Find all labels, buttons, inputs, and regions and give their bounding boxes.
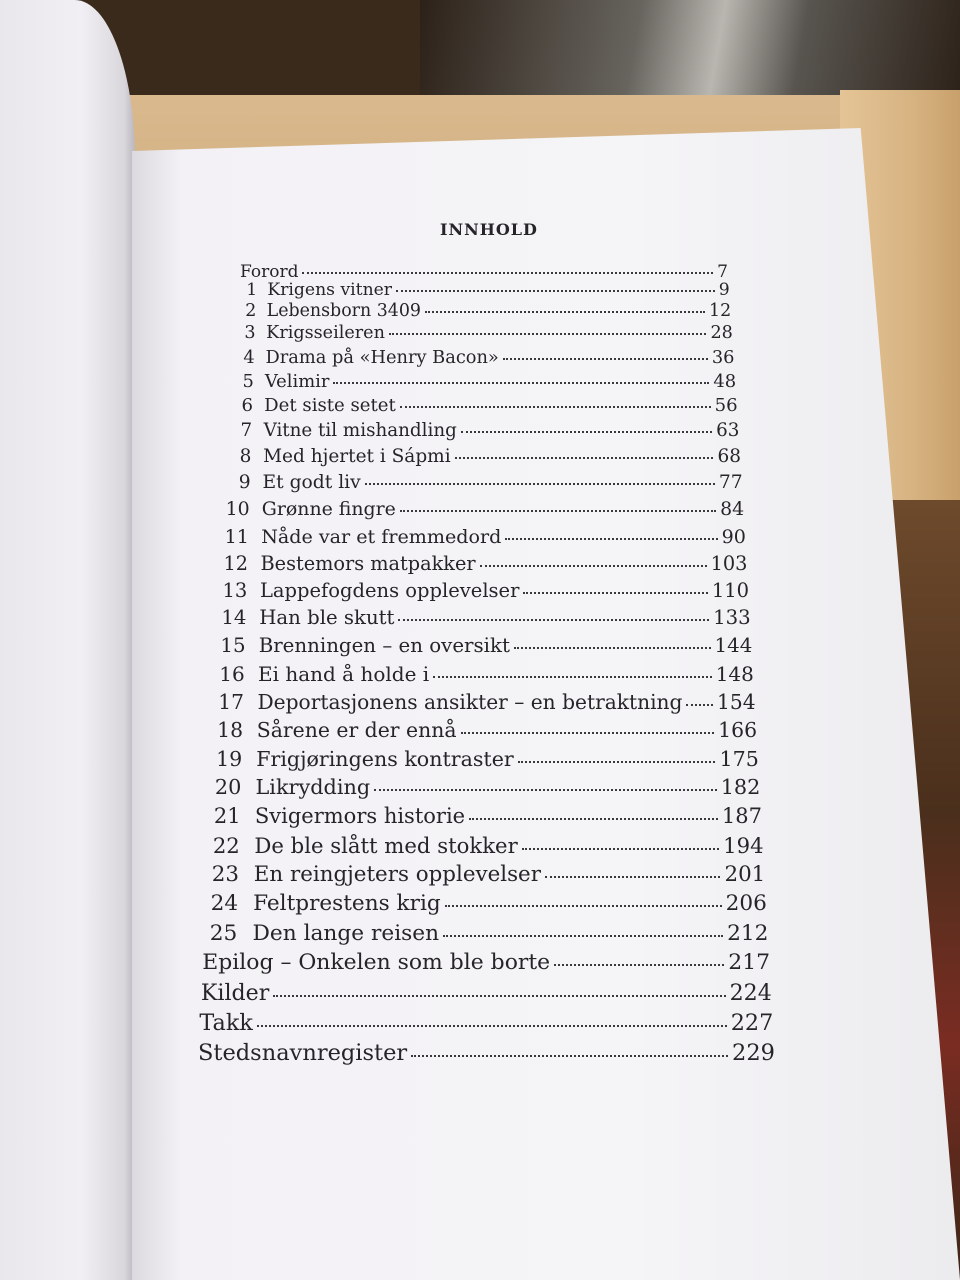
toc-entry-title: Epilog – Onkelen som ble borte — [202, 950, 551, 976]
toc-entry-title: Krigsseileren — [266, 323, 385, 344]
toc-entry — [233, 371, 736, 392]
toc-page-number: 36 — [711, 346, 735, 368]
toc-entry-title: Den lange reisen — [252, 920, 440, 946]
toc-entry — [237, 301, 731, 321]
toc-entry-title: Drama på «Henry Bacon» — [265, 346, 499, 368]
toc-chapter-number: 22 — [212, 833, 240, 858]
toc-page-number: 148 — [715, 661, 754, 686]
dot-leader — [398, 619, 709, 621]
toc-chapter-number: 4 — [243, 346, 255, 368]
dot-leader — [455, 457, 714, 459]
toc-entry — [236, 323, 733, 343]
toc-entry — [201, 980, 772, 1006]
toc-entry-title: Likrydding — [255, 775, 371, 800]
toc-entry — [211, 775, 760, 799]
toc-chapter-number: 23 — [211, 862, 239, 888]
toc-page-number: 28 — [710, 323, 733, 344]
toc-chapter-number: 6 — [241, 395, 253, 417]
toc-chapter-number: 8 — [239, 445, 252, 467]
dot-leader — [518, 761, 716, 763]
toc-page-number: 68 — [717, 445, 741, 467]
toc-entry — [207, 862, 766, 887]
toc-page-number: 12 — [709, 300, 732, 321]
dot-leader — [545, 876, 721, 878]
toc-chapter-number: 12 — [223, 551, 248, 575]
toc-entry-title: Nåde var et fremmedord — [261, 524, 502, 548]
dot-leader — [389, 333, 707, 335]
dot-leader — [505, 538, 717, 540]
toc-entry-title: Feltprestens krig — [253, 891, 441, 917]
toc-entry — [221, 579, 749, 602]
toc-page-number: 227 — [730, 1010, 774, 1036]
dot-leader — [554, 964, 724, 966]
toc-chapter-number: 25 — [209, 920, 238, 946]
toc-entry — [198, 1040, 775, 1066]
toc-chapter-number: 13 — [222, 578, 248, 602]
dot-leader — [443, 935, 723, 937]
dot-leader — [396, 290, 715, 292]
toc-chapter-number: 10 — [225, 498, 250, 521]
toc-page-number: 110 — [711, 578, 750, 602]
toc-chapter-number: 7 — [240, 420, 253, 442]
dot-leader — [480, 565, 707, 567]
dot-leader — [400, 510, 716, 512]
dot-leader — [374, 789, 716, 791]
toc-chapter-number: 3 — [244, 323, 256, 344]
dot-leader — [461, 431, 712, 433]
toc-entry-title: Brenningen – en oversikt — [258, 633, 510, 657]
toc-entry — [220, 606, 751, 629]
toc-entry — [228, 446, 741, 467]
dot-leader — [522, 848, 719, 850]
toc-entry-title: En reingjeters opplevelser — [253, 862, 541, 888]
toc-entry — [231, 395, 737, 416]
toc-entry-title: Med hjertet i Sápmi — [263, 445, 451, 467]
toc-entry-title: Det siste setet — [264, 395, 396, 417]
toc-page-number: 182 — [720, 775, 761, 800]
toc-entry — [213, 747, 759, 771]
toc-chapter-number: 5 — [242, 370, 254, 392]
toc-chapter-number: 21 — [213, 804, 241, 828]
toc-page-number: 63 — [716, 420, 740, 442]
toc-entry-title: Svigermors historie — [254, 804, 466, 828]
toc-heading: INNHOLD — [440, 220, 538, 239]
toc-page-number: 166 — [718, 718, 758, 742]
dot-leader — [469, 818, 718, 820]
toc-page-number: 194 — [723, 833, 764, 858]
toc-page-number: 206 — [725, 891, 767, 917]
toc-entry-title: Frigjøringens kontraster — [256, 746, 514, 771]
toc-entry — [214, 718, 757, 742]
toc-chapter-number: 24 — [210, 891, 239, 917]
dot-leader — [257, 1025, 727, 1027]
toc-page-number: 48 — [713, 370, 737, 392]
toc-page-number: 90 — [721, 524, 746, 548]
toc-page-number: 187 — [721, 804, 762, 828]
toc-entry-title: Bestemors matpakker — [260, 551, 476, 575]
toc-chapter-number: 1 — [246, 279, 258, 300]
toc-page-number: 154 — [717, 689, 756, 714]
dot-leader — [425, 311, 705, 313]
dot-leader — [445, 905, 722, 907]
toc-page-number: 84 — [720, 498, 745, 521]
toc-entry — [205, 891, 767, 916]
toc-entry-title: Velimir — [264, 370, 330, 392]
toc-entry — [217, 662, 754, 686]
toc-page-number: 144 — [714, 633, 753, 657]
toc-page-number: 103 — [710, 551, 748, 575]
toc-chapter-number: 11 — [224, 524, 249, 548]
dot-leader — [461, 732, 715, 734]
toc-entry-title: Vitne til mishandling — [263, 420, 457, 442]
toc-page-number: 217 — [728, 950, 771, 976]
toc-entry-title: Forord — [240, 262, 299, 282]
toc-entry-title: Lebensborn 3409 — [266, 300, 421, 321]
toc-chapter-number: 18 — [217, 718, 244, 742]
toc-chapter-number: 19 — [216, 746, 243, 771]
toc-chapter-number: 15 — [220, 633, 246, 657]
toc-entry — [204, 921, 769, 946]
toc-page-number: 7 — [717, 262, 728, 282]
toc-entry-title: Et godt liv — [262, 471, 361, 493]
toc-entry — [208, 833, 764, 858]
toc-entry-title: Han ble skutt — [259, 606, 395, 630]
toc-entry — [226, 498, 745, 520]
toc-entry — [202, 950, 770, 975]
toc-chapter-number: 20 — [214, 775, 242, 800]
toc-page-number: 56 — [714, 395, 738, 417]
dot-leader — [433, 676, 712, 678]
dot-leader — [273, 995, 725, 997]
toc-entry-title: Stedsnavnregister — [198, 1040, 408, 1066]
toc-entry — [218, 634, 752, 657]
toc-page-number: 133 — [713, 606, 751, 630]
toc-page-number: 175 — [719, 746, 759, 771]
toc-page-number: 77 — [718, 471, 743, 493]
dot-leader — [411, 1055, 728, 1057]
toc-entry — [223, 552, 748, 575]
toc-entry — [224, 525, 746, 548]
toc-page-number: 224 — [729, 980, 772, 1007]
toc-chapter-number: 14 — [221, 606, 247, 630]
toc-entry — [199, 1010, 773, 1036]
dot-leader — [523, 592, 707, 594]
toc-entry-title: Sårene er der ennå — [256, 718, 457, 742]
toc-page-number: 201 — [724, 862, 766, 888]
toc-entry — [210, 804, 762, 828]
toc-page-number: 212 — [727, 920, 769, 946]
toc-entry — [227, 472, 743, 493]
dot-leader — [503, 358, 708, 360]
toc-entry-title: De ble slått med stokker — [254, 833, 518, 858]
dot-leader — [514, 647, 711, 649]
toc-entry — [230, 420, 740, 441]
toc-page-number: 229 — [732, 1040, 775, 1066]
dot-leader — [365, 483, 715, 485]
toc-entry-title: Lappefogdens opplevelser — [259, 578, 520, 602]
toc-entry-title: Grønne fingre — [261, 498, 396, 521]
dot-leader — [686, 704, 713, 706]
toc-entry-title: Kilder — [200, 980, 270, 1007]
toc-chapter-number: 9 — [238, 471, 251, 493]
toc-entry — [215, 690, 755, 714]
toc-page-number: 9 — [718, 279, 730, 300]
toc-chapter-number: 17 — [218, 689, 244, 714]
toc-entry — [234, 347, 734, 368]
toc-entry-title: Deportasjonens ansikter – en betraktning — [257, 689, 683, 714]
toc-entry-title: Takk — [199, 1010, 253, 1036]
toc-entry-title: Ei hand å holde i — [257, 661, 430, 686]
toc-entry — [239, 280, 730, 300]
dot-leader — [302, 272, 713, 274]
toc-chapter-number: 16 — [219, 661, 245, 686]
toc-chapter-number: 2 — [245, 300, 257, 321]
dot-leader — [333, 382, 709, 384]
dot-leader — [400, 406, 711, 408]
toc-entry-title: Krigens vitner — [267, 279, 393, 300]
